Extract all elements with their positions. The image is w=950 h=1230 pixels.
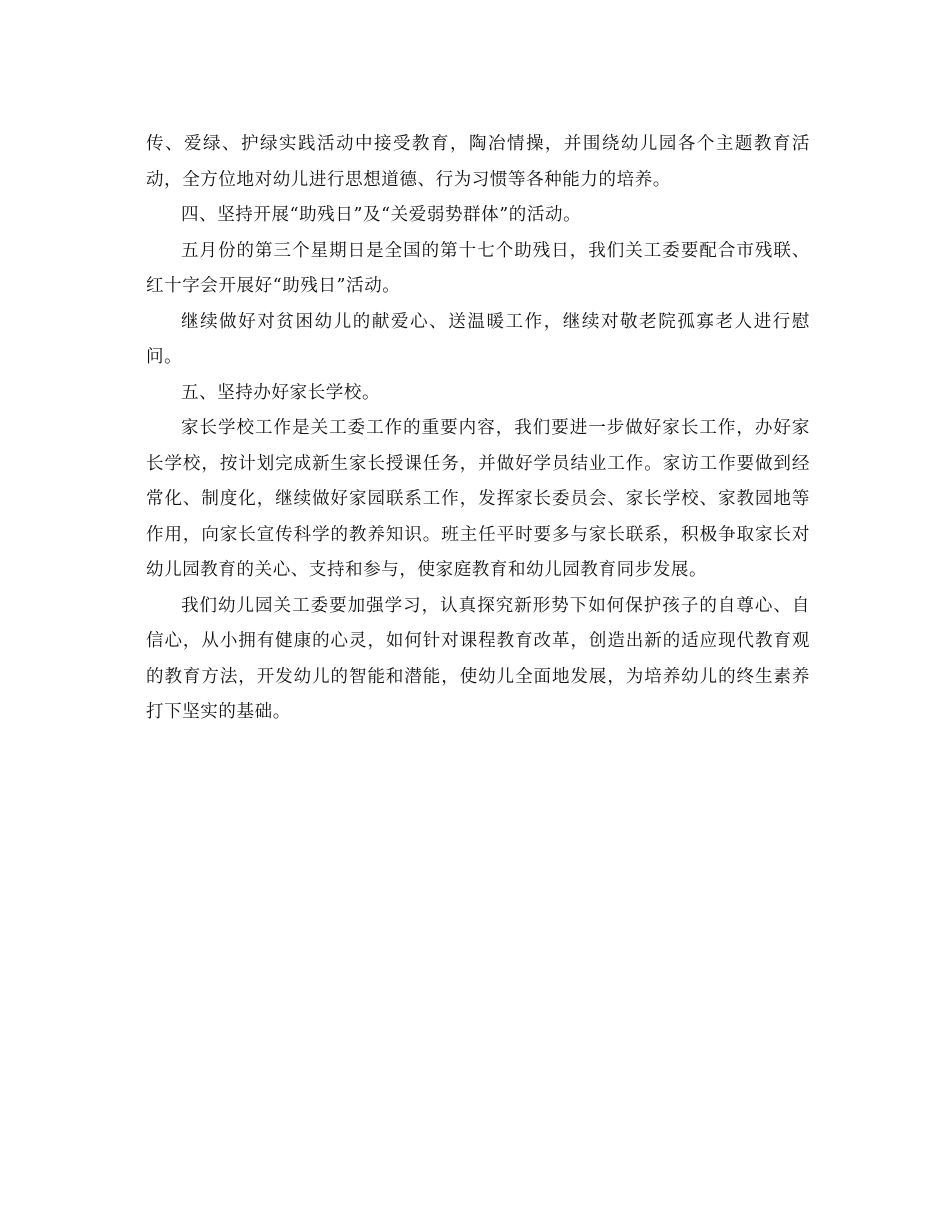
document-body	[146, 127, 810, 731]
paragraph-continuation: 传、爱绿、护绿实践活动中接受教育，陶冶情操，并围绕幼儿园各个主题教育活动，全方位地对幼儿进行思想道德、行为习惯等各种能力的培养。	[146, 134, 810, 190]
paragraph: 家长学校工作是关工委工作的重要内容，我们要进一步做好家长工作，办好家长学校，按计划完成新生家长授课任务，并做好学员结业工作。家访工作要做到经常化、制度化，继续做好家园联系工作，发挥家长委员会、家长学校、家教园地等作用，向家长宣传科学的教养知识。班主任平时要多与家长联系，积极争取家长对幼儿园教育的关心、支持和参与，使家庭教育和幼儿园教育同步发展。	[146, 418, 810, 580]
paragraph: 继续做好对贫困幼儿的献爱心、送温暖工作，继续对敬老院孤寡老人进行慰问。	[146, 311, 810, 367]
section-heading-four: 四、坚持开展“助残日”及“关爱弱势群体”的活动。	[181, 205, 582, 225]
paragraph: 我们幼儿园关工委要加强学习，认真探究新形势下如何保护孩子的自尊心、自信心，从小拥有健康的心灵，如何针对课程教育改革，创造出新的适应现代教育观的教育方法，开发幼儿的智能和潜能，使幼儿全面地发展，为培养幼儿的终生素养打下坚实的基础。	[146, 595, 810, 722]
section-heading-five: 五、坚持办好家长学校。	[181, 382, 381, 403]
paragraph: 五月份的第三个星期日是全国的第十七个助残日，我们关工委要配合市残联、红十字会开展好“助残日”活动。	[146, 240, 810, 296]
